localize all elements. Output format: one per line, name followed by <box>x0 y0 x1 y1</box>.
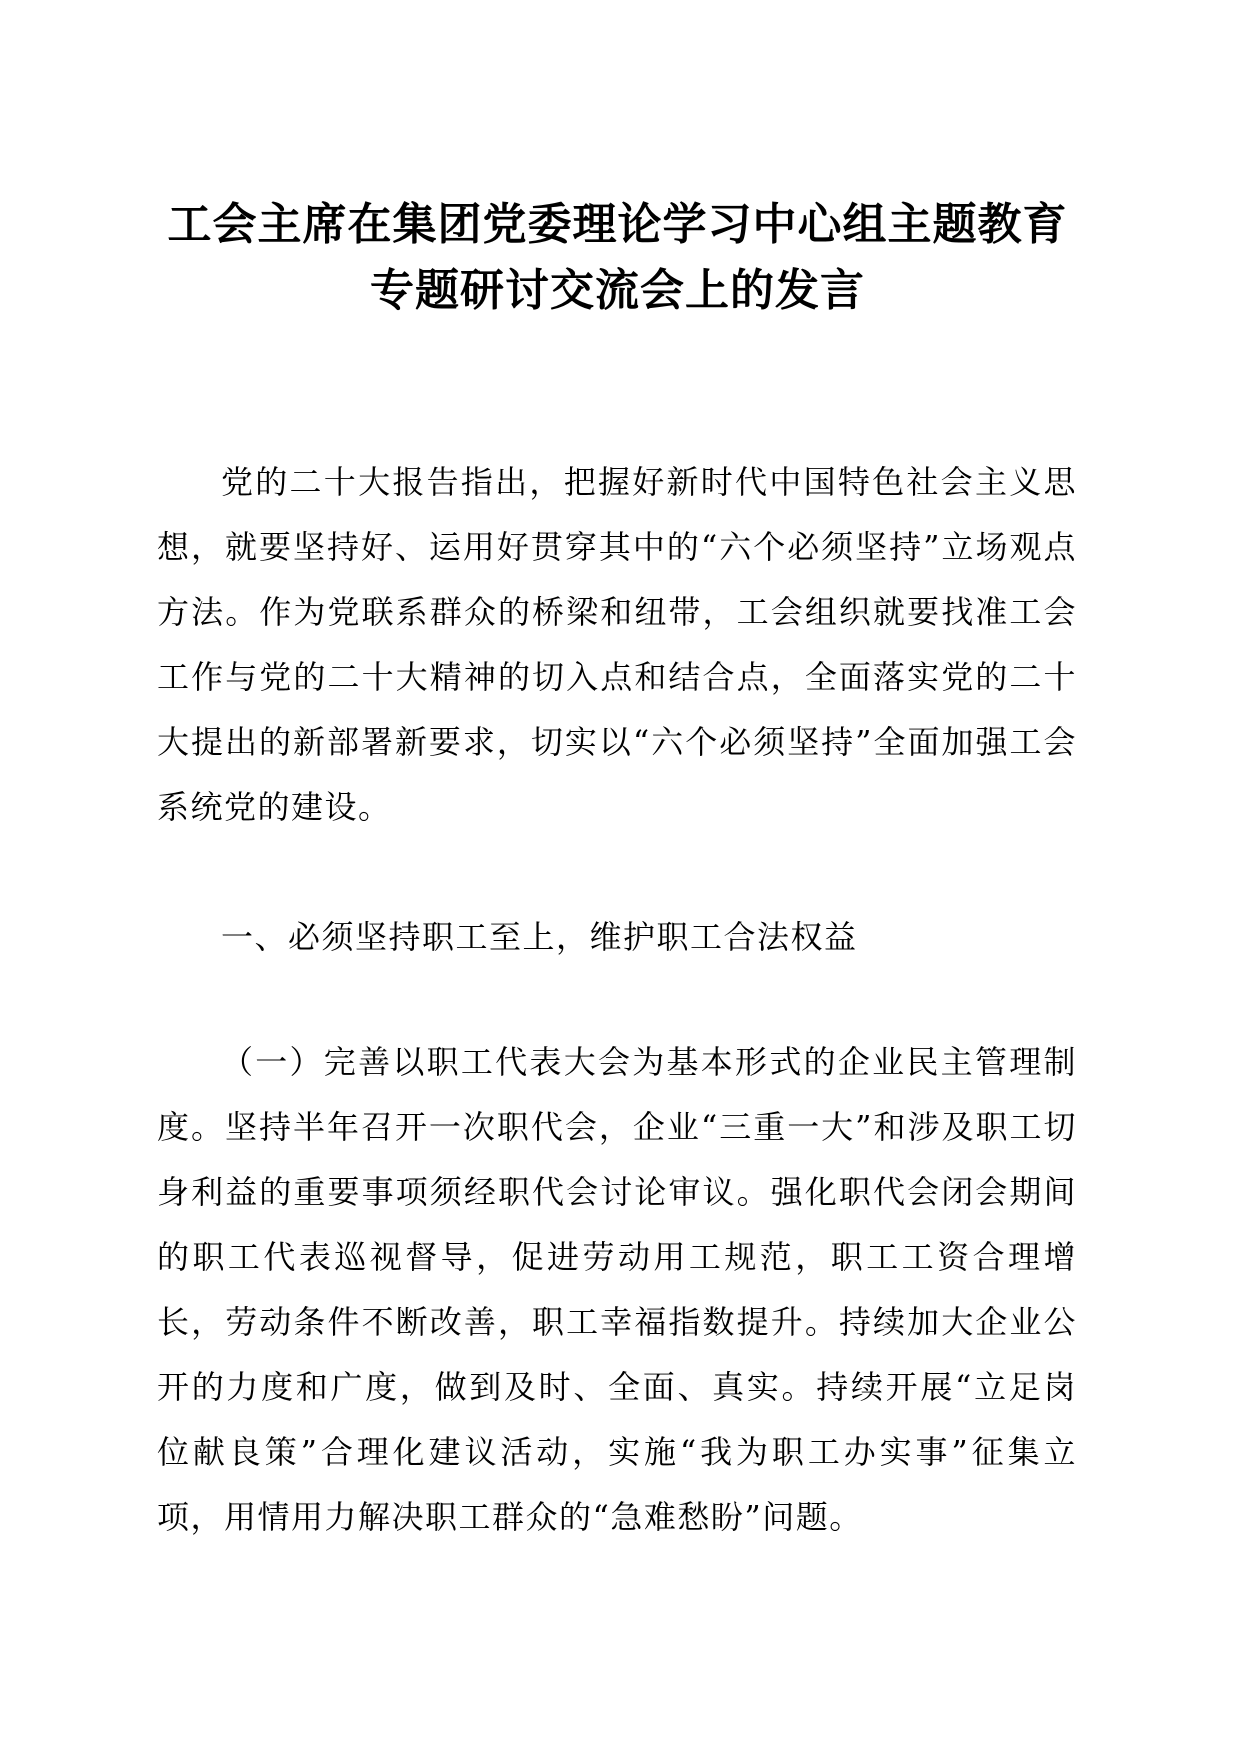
section-heading-1: 一、必须坚持职工至上，维护职工合法权益 <box>221 918 858 956</box>
subsection-paragraph-1: （一）完善以职工代表大会为基本形式的企业民主管理制度。坚持半年召开一次职代会，企业“三重一大”和涉及职工切身利益的重要事项须经职代会讨论审议。强化职代会闭会期间的职工代表巡视督导，促进劳动用工规范，职工工资合理增长，劳动条件不断改善，职工幸福指数提升。持续加大企业公开的力度和广度，做到及时、全面、真实。持续开展“立足岗位献良策”合理化建议活动，实施“我为职工办实事”征集立项，用情用力解决职工群众的“急难愁盼”问题。 <box>157 1043 1077 1536</box>
intro-paragraph: 党的二十大报告指出，把握好新时代中国特色社会主义思想，就要坚持好、运用好贯穿其中的“六个必须坚持”立场观点方法。作为党联系群众的桥梁和纽带，工会组织就要找准工会工作与党的二十大精神的切入点和结合点，全面落实党的二十大提出的新部署新要求，切实以“六个必须坚持”全面加强工会系统党的建设。 <box>157 463 1077 826</box>
title-line-1: 工会主席在集团党委理论学习中心组主题教育 <box>167 199 1068 250</box>
document-title <box>150 192 1085 324</box>
title-line-2: 专题研讨交流会上的发言 <box>370 265 865 316</box>
